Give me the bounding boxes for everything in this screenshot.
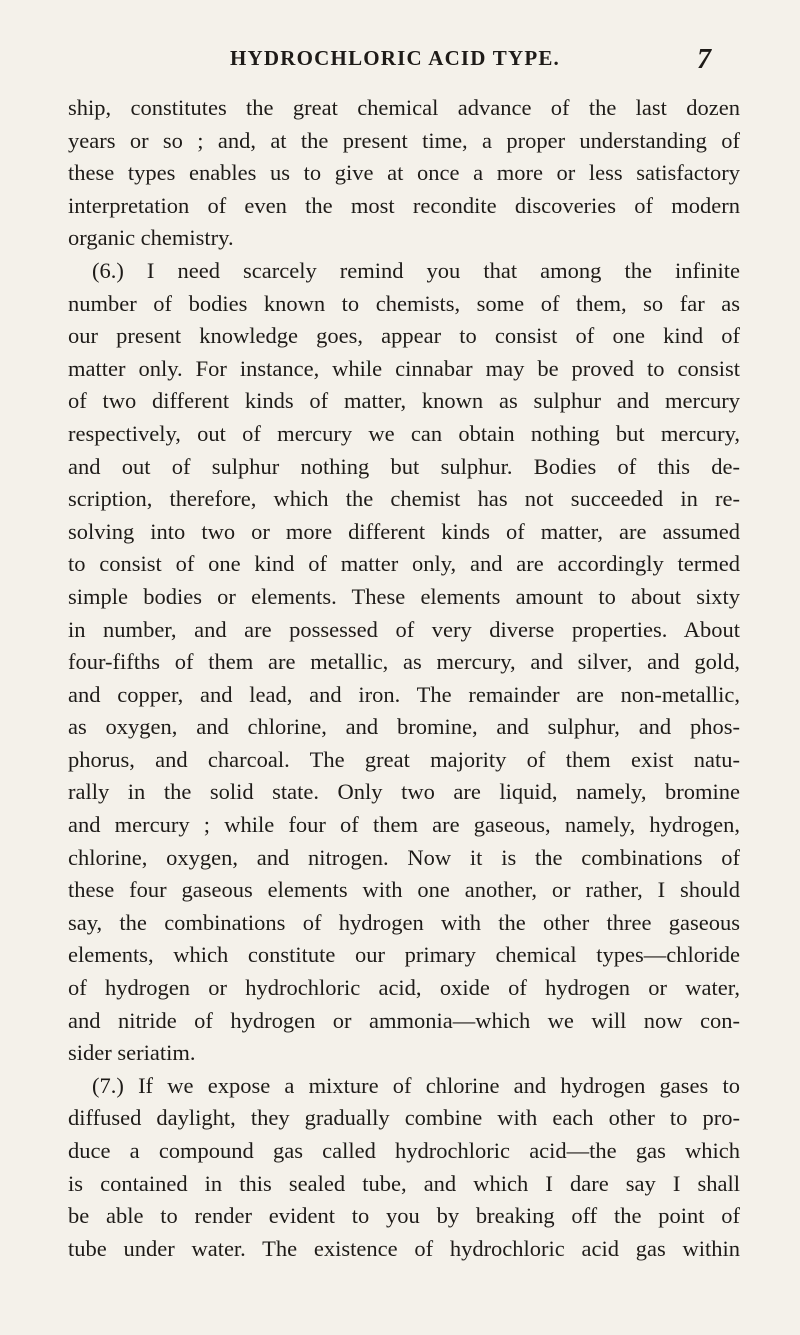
text-line: sider seriatim. bbox=[68, 1040, 196, 1066]
text-line: tube under water. The existence of hydrochloric acid gas within bbox=[68, 1235, 740, 1261]
text-line: and nitride of hydrogen or ammonia—which we will now con- bbox=[68, 1007, 740, 1033]
text-line: is contained in this sealed tube, and which I dare say I shall bbox=[68, 1170, 740, 1196]
text-line: be able to render evident to you by breaking off the point of bbox=[68, 1203, 740, 1229]
text-line: of two different kinds of matter, known as sulphur and mercury bbox=[68, 388, 740, 414]
page-header bbox=[0, 40, 800, 80]
text-line: ship, constitutes the great chemical advance of the last dozen bbox=[68, 95, 740, 120]
text-line: of hydrogen or hydrochloric acid, oxide of hydrogen or water, bbox=[68, 975, 740, 1001]
text-line: and copper, and lead, and iron. The remainder are non-metallic, bbox=[68, 681, 740, 707]
running-head: HYDROCHLORIC ACID TYPE. bbox=[230, 46, 560, 70]
text-line: these four gaseous elements with one another, or rather, I should bbox=[68, 877, 740, 903]
text-line: say, the combinations of hydrogen with the other three gaseous bbox=[68, 909, 740, 935]
text-line: and out of sulphur nothing but sulphur. Bodies of this de- bbox=[68, 453, 740, 479]
text-line: respectively, out of mercury we can obtain nothing but mercury, bbox=[68, 420, 740, 446]
text-line: elements, which constitute our primary chemical types—chloride bbox=[68, 942, 740, 968]
text-line: these types enables us to give at once a more or less satisfactory bbox=[68, 160, 740, 186]
text-line: years or so ; and, at the present time, a proper understanding of bbox=[68, 127, 740, 153]
text-line: as oxygen, and chlorine, and bromine, and sulphur, and phos- bbox=[68, 714, 740, 740]
text-line: and mercury ; while four of them are gaseous, namely, hydrogen, bbox=[68, 812, 740, 838]
text-line: solving into two or more different kinds of matter, are assumed bbox=[68, 518, 740, 544]
body-text bbox=[68, 92, 740, 1265]
text-line: duce a compound gas called hydrochloric acid—the gas which bbox=[68, 1138, 740, 1163]
page-number: 7 bbox=[697, 44, 711, 75]
text-line: our present knowledge goes, appear to consist of one kind of bbox=[68, 323, 740, 349]
text-line: diffused daylight, they gradually combine with each other to pro- bbox=[68, 1105, 740, 1131]
text-line: organic chemistry. bbox=[68, 225, 234, 251]
text-line: interpretation of even the most recondite discoveries of modern bbox=[68, 192, 740, 218]
text-line: rally in the solid state. Only two are liquid, namely, bromine bbox=[68, 779, 740, 805]
text-line: chlorine, oxygen, and nitrogen. Now it is the combinations of bbox=[68, 844, 740, 870]
paragraph-start-line: (6.) I need scarcely remind you that among the infinite bbox=[92, 257, 740, 283]
text-line: matter only. For instance, while cinnabar may be proved to consist bbox=[68, 355, 740, 381]
text-line: number of bodies known to chemists, some of them, so far as bbox=[68, 290, 740, 316]
text-line: phorus, and charcoal. The great majority of them exist natu- bbox=[68, 746, 740, 772]
text-line: simple bodies or elements. These elements amount to about sixty bbox=[68, 583, 740, 609]
text-line: to consist of one kind of matter only, and are accordingly termed bbox=[68, 551, 740, 577]
text-line: four-fifths of them are metallic, as mercury, and silver, and gold, bbox=[68, 649, 740, 675]
text-line: in number, and are possessed of very diverse properties. About bbox=[68, 616, 740, 642]
text-line: scription, therefore, which the chemist has not succeeded in re- bbox=[68, 486, 740, 512]
paragraph-start-line: (7.) If we expose a mixture of chlorine and hydrogen gases to bbox=[92, 1072, 740, 1098]
